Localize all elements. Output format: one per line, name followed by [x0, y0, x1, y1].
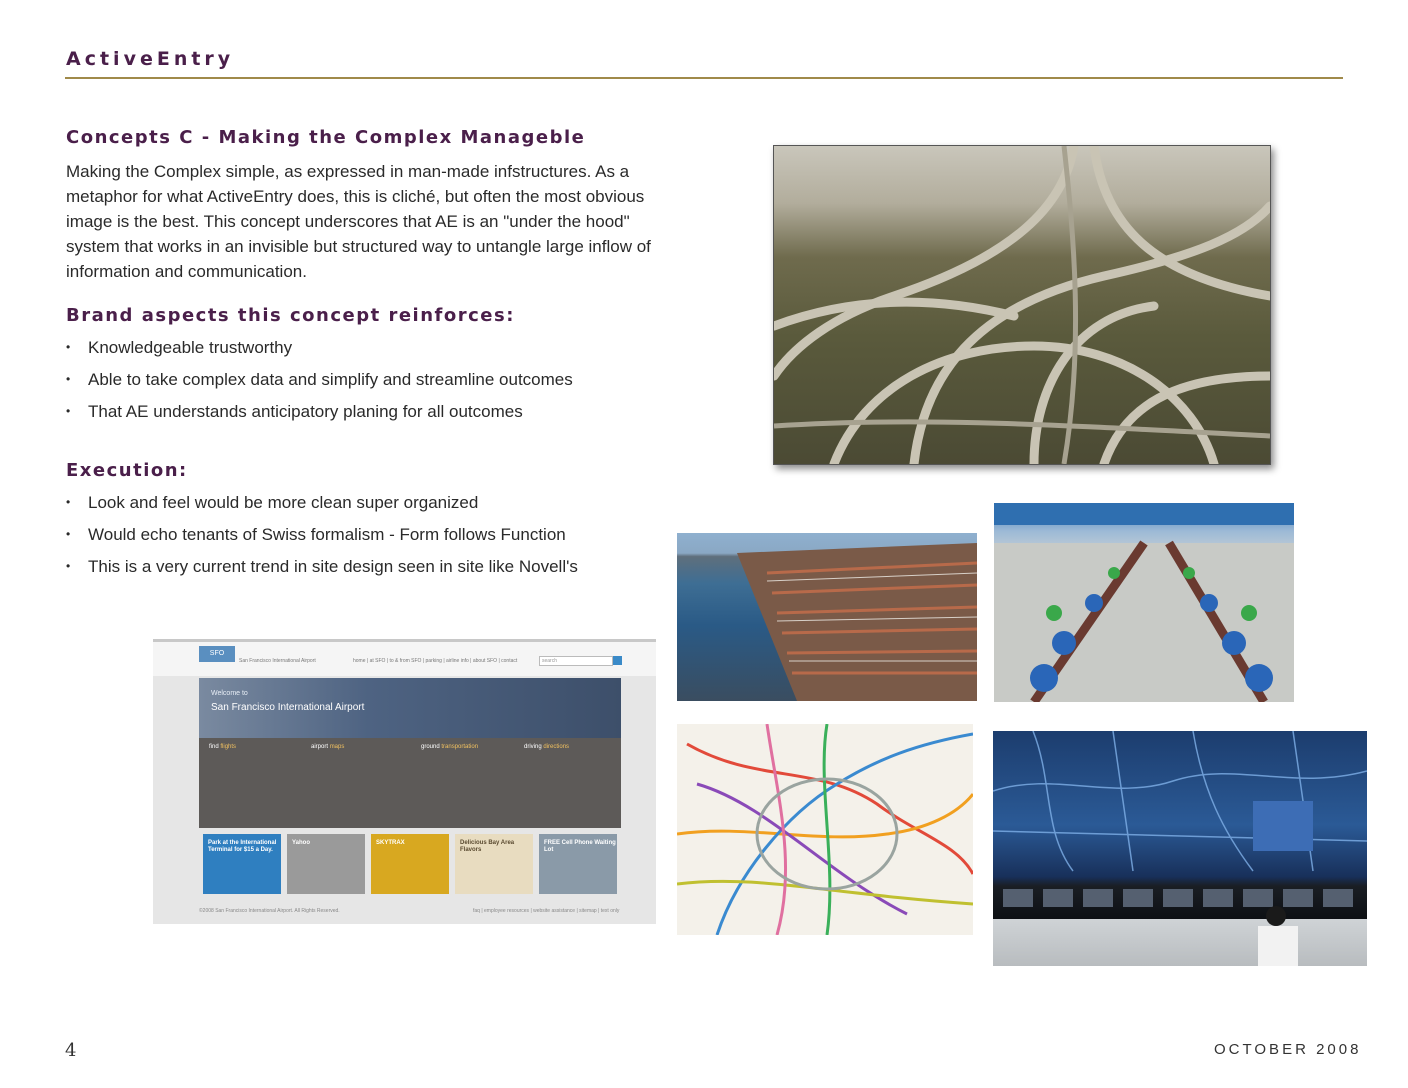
sfo-col-directions: driving directions: [524, 744, 570, 750]
sfo-nav-panel: [199, 738, 621, 828]
control-room-photo: [993, 731, 1367, 966]
sfo-logo: SFO: [199, 646, 235, 662]
brand-list: [66, 337, 666, 433]
list-item: • This is a very current trend in site design seen in site like Novell's: [66, 556, 666, 588]
sfo-tile-cellphone: FREE Cell Phone Waiting Lot: [539, 834, 617, 894]
list-item: • Able to take complex data and simplify and streamline outcomes: [66, 369, 666, 401]
sfo-col-transport: ground transportation: [421, 744, 479, 750]
freeway-interchange-photo: [773, 145, 1271, 465]
sfo-website-screenshot: [153, 639, 656, 924]
subway-map-image: [677, 724, 973, 935]
list-item: • Would echo tenants of Swiss formalism - Form follows Function: [66, 524, 666, 556]
brand-heading: Brand aspects this concept reinforces:: [66, 305, 515, 326]
sfo-footer-left: ©2008 San Francisco International Airport. All Rights Reserved.: [199, 908, 340, 914]
bullet-icon: •: [66, 404, 71, 418]
sfo-tile-flavors: Delicious Bay Area Flavors: [455, 834, 533, 894]
page-number: 4: [65, 1040, 77, 1061]
bullet-icon: •: [66, 495, 71, 509]
sfo-search-button: [613, 656, 622, 665]
pump-station-photo: [994, 503, 1294, 702]
sfo-tile-skytrax: SKYTRAX: [371, 834, 449, 894]
sfo-site-name: San Francisco International Airport: [239, 658, 316, 664]
list-item: • Look and feel would be more clean super organized: [66, 492, 666, 524]
bullet-icon: •: [66, 372, 71, 386]
bullet-icon: •: [66, 527, 71, 541]
document-date: OCTOBER 2008: [1214, 1041, 1362, 1058]
sfo-search-input: search: [539, 656, 613, 666]
bullet-icon: •: [66, 559, 71, 573]
bullet-icon: •: [66, 340, 71, 354]
execution-list: [66, 492, 666, 588]
sfo-tile-parking: Park at the International Terminal for $15 a Day.: [203, 834, 281, 894]
sfo-footer-right: faq | employee resources | website assistance | sitemap | text only: [473, 908, 620, 914]
sfo-tile-yahoo: Yahoo: [287, 834, 365, 894]
sfo-top-links: home | at SFO | to & from SFO | parking | airline info | about SFO | contact: [353, 658, 518, 664]
list-item: • Knowledgeable trustworthy: [66, 337, 666, 369]
list-item: • That AE understands anticipatory planing for all outcomes: [66, 401, 666, 433]
shipping-port-photo: [677, 533, 977, 701]
sfo-col-maps: airport maps: [311, 744, 345, 750]
sfo-col-flights: find flights: [209, 744, 237, 750]
concept-body: Making the Complex simple, as expressed in man-made infstructures. As a metaphor for what ActiveEntry does, this is cliché, but often the most obvious image is the best. This concept underscores that AE is an "under the hood" system that works in an invisible but structured way to untangle large inflow of information and communication.: [66, 162, 651, 281]
concept-heading: Concepts C - Making the Complex Manageble: [66, 127, 586, 148]
sfo-hero: [199, 678, 621, 738]
sfo-hero-title: San Francisco International Airport: [211, 702, 365, 713]
header-rule: [65, 77, 1343, 79]
execution-heading: Execution:: [66, 460, 188, 481]
header-title: ActiveEntry: [66, 48, 235, 70]
sfo-hero-welcome: Welcome to: [211, 690, 248, 697]
